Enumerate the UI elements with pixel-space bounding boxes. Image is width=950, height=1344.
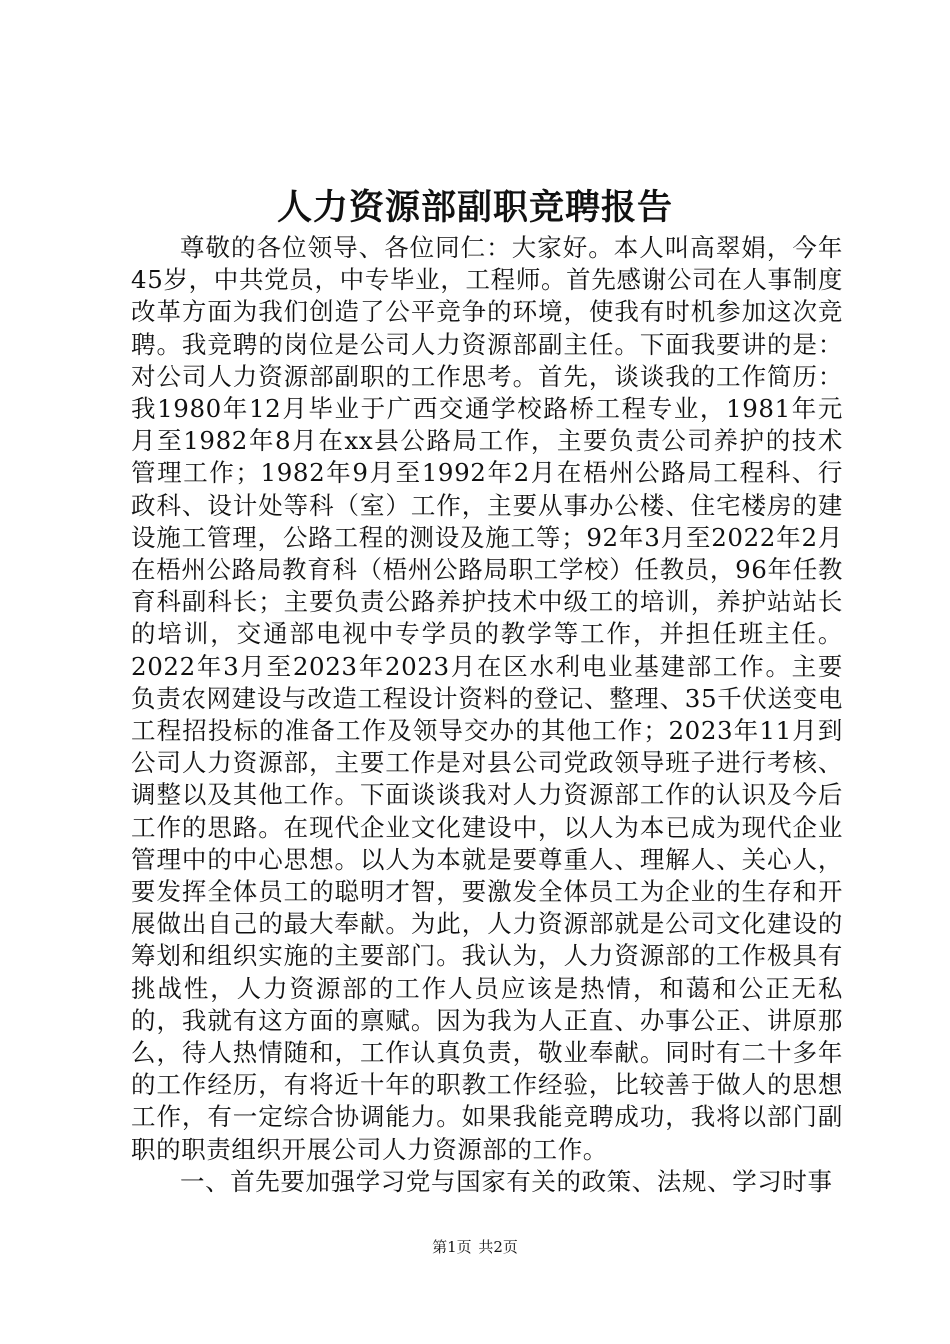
document-body <box>131 232 843 1198</box>
document-title: 人力资源部副职竞聘报告 <box>276 187 673 228</box>
page-total: 共2页 <box>478 1238 518 1256</box>
page-footer <box>0 1237 950 1257</box>
body-paragraph-2: 一、首先要加强学习党与国家有关的政策、法规、学习时事 <box>180 1166 833 1196</box>
body-paragraph-1: 尊敬的各位领导、各位同仁：大家好。本人叫高翠娟，今年45岁，中共党员，中专毕业，工程师。首先感谢公司在人事制度改革方面为我们创造了公平竞争的环境，使我有时机参加这次竞聘。我竞聘的岗位是公司人力资源部副主任。下面我要讲的是：对公司人力资源部副职的工作思考。首先，谈谈我的工作简历：我1980年12月毕业于广西交通学校路桥工程专业，1981年元月至1982年8月在xx县公路局工作，主要负责公司养护的技术管理工作；1982年9月至1992年2月在梧州公路局工程科、行政科、设计处等科（室）工作，主要从事办公楼、住宅楼房的建设施工管理，公路工程的测设及施工等；92年3月至2022年2月在梧州公路局教育科（梧州公路局职工学校）任教员，96年任教育科副科长；主要负责公路养护技术中级工的培训，养护站站长的培训，交通部电视中专学员的教学等工作，并担任班主任。2022年3月至2023年2023月在区水利电业基建部工作。主要负责农网建设与改造工程设计资料的登记、整理、35千伏送变电工程招投标的准备工作及领导交办的其他工作；2023年11月到公司人力资源部，主要工作是对县公司党政领导班子进行考核、调整以及其他工作。下面谈谈我对人力资源部工作的认识及今后工作的思路。在现代企业文化建设中，以人为本已成为现代企业管理中的中心思想。以人为本就是要尊重人、理解人、关心人，要发挥全体员工的聪明才智，要激发全体员工为企业的生存和开展做出自己的最大奉献。为此，人力资源部就是公司文化建设的筹划和组织实施的主要部门。我认为，人力资源部的工作极具有挑战性，人力资源部的工作人员应该是热情，和蔼和公正无私的，我就有这方面的禀赋。因为我为人正直、办事公正、讲原那么，待人热情随和，工作认真负责，敬业奉献。同时有二十多年的工作经历，有将近十年的职教工作经验，比较善于做人的思想工作，有一定综合协调能力。如果我能竞聘成功，我将以部门副职的职责组织开展公司人力资源部的工作。 <box>131 233 843 1164</box>
page-number: 第1页 <box>432 1238 472 1256</box>
